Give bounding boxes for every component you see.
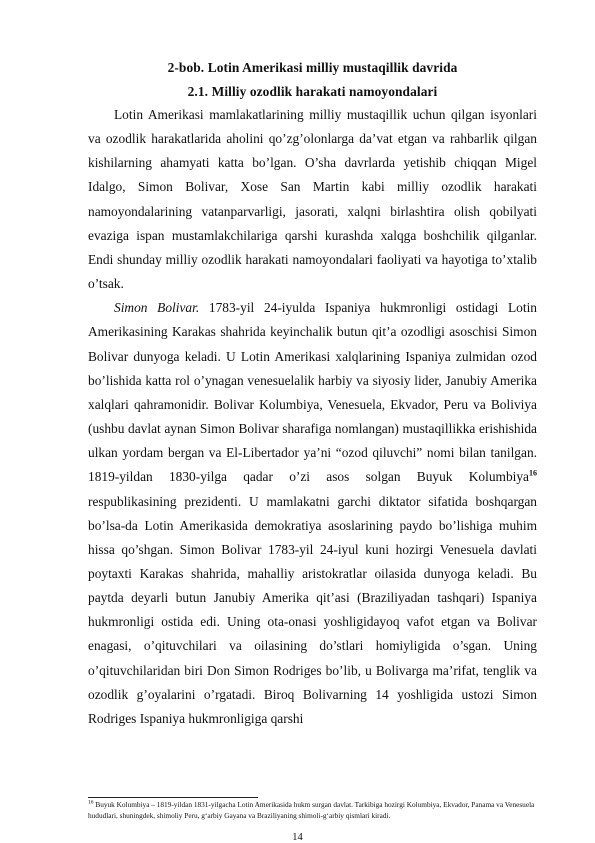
footnote-divider bbox=[88, 797, 258, 798]
footnote-number: 16 bbox=[88, 799, 94, 806]
intro-paragraph: Lotin Amerikasi mamlakatlarining milliy mustaqillik uchun qilgan isyonlari va ozodlik harakatlarida aholini qo’zg’olonlarga da’vat etgan va rahbarlik qilgan kishilarning ahamyati katta bo’lgan. O’sha davrlarda yetishib chiqqan Migel Idalgo, Simon Bolivar, Xose San Martin kabi milliy ozodlik harakati namoyondalarining vatanparvarligi, jasorati, xalqni birlashtira olish qobilyati evaziga ispan mustamlakchilariga qarshi kurashda xalqga boshchilik qilganlar. Endi shunday milliy ozodlik harakati namoyondalari faoliyati va hayotiga to’xtalib o’tsak. bbox=[88, 107, 537, 292]
bolivar-lead-name: Simon Bolivar. bbox=[114, 300, 200, 316]
footnote-reference[interactable]: 16 bbox=[529, 468, 537, 478]
section-title: 2.1. Milliy ozodlik harakati namoyondalari bbox=[187, 84, 438, 99]
footnote-text: Buyuk Kolumbiya – 1819-yildan 1831-yilgacha Lotin Amerikasida hukm surgan davlat. Tarkibiga hozirgi Kolumbiya, Ekvador, Panama va Venesuela hududlari, shuningdek, shimoliy Peru, g‘arbiy Gayana va Braziliyaning shimoli-g‘arbiy qismlari kiradi. bbox=[88, 800, 535, 821]
page-body bbox=[88, 58, 537, 731]
page-number: 14 bbox=[292, 832, 303, 843]
bolivar-text-part2: respublikasining prezidenti. U mamlakatni garchi diktator sifatida boshqargan bo’lsa-da Lotin Amerikasida demokratiya asoslarining paydo bo’lishiga muhim hissa qo’shgan. Simon Bolivar 1783-yil 24-iyul kuni hozirgi Venesuela davlati poytaxti Karakas shahrida, mahalliy aristokratlar oilasida dunyoga keladi. Bu paytda deyarli butun Janubiy Amerika qit’asi (Braziliyadan tashqari) Ispaniya hukmronligi ostida edi. Uning ota-onasi yoshligidayoq vafot etgan va Bolivar enagasi, o’qituvchilari va oilasining do’stlari homiyligida o’sgan. Uning o’qituvchilaridan biri Don Simon Rodriges bo’lib, u Bolivarga ma’rifat, tenglik va ozodlik g’oyalarini o’rgatadi. Biroq Bolivarning 14 yoshligida ustozi Simon Rodriges Ispaniya hukmronligiga qarshi bbox=[88, 493, 537, 726]
bolivar-text-part1: 1783-yil 24-iyulda Ispaniya hukmronligi ostidagi Lotin Amerikasining Karakas shahrida keyinchalik butun qit’a ozodligi asoschisi Simon Bolivar dunyoga keladi. U Lotin Amerikasi xalqlarining Ispaniya zulmidan ozod bo’lishida katta rol o’ynagan venesuelalik harbiy va siyosiy lider, Janubiy Amerika xalqlari qahramonidir. Bolivar Kolumbiya, Venesuela, Ekvador, Peru va Boliviya (ushbu davlat aynan Simon Bolivar sharafiga nomlangan) mustaqillikka erishishida ulkan yordam bergan va El-Libertador ya’ni “ozod qiluvchi” nomi bilan tanilgan. 1819-yildan 1830-yilga qadar o’zi asos solgan Buyuk Kolumbiya bbox=[88, 300, 537, 485]
bolivar-paragraph bbox=[88, 296, 537, 731]
footnote bbox=[88, 799, 537, 822]
chapter-title: 2-bob. Lotin Amerikasi milliy mustaqillik davrida bbox=[167, 60, 458, 75]
